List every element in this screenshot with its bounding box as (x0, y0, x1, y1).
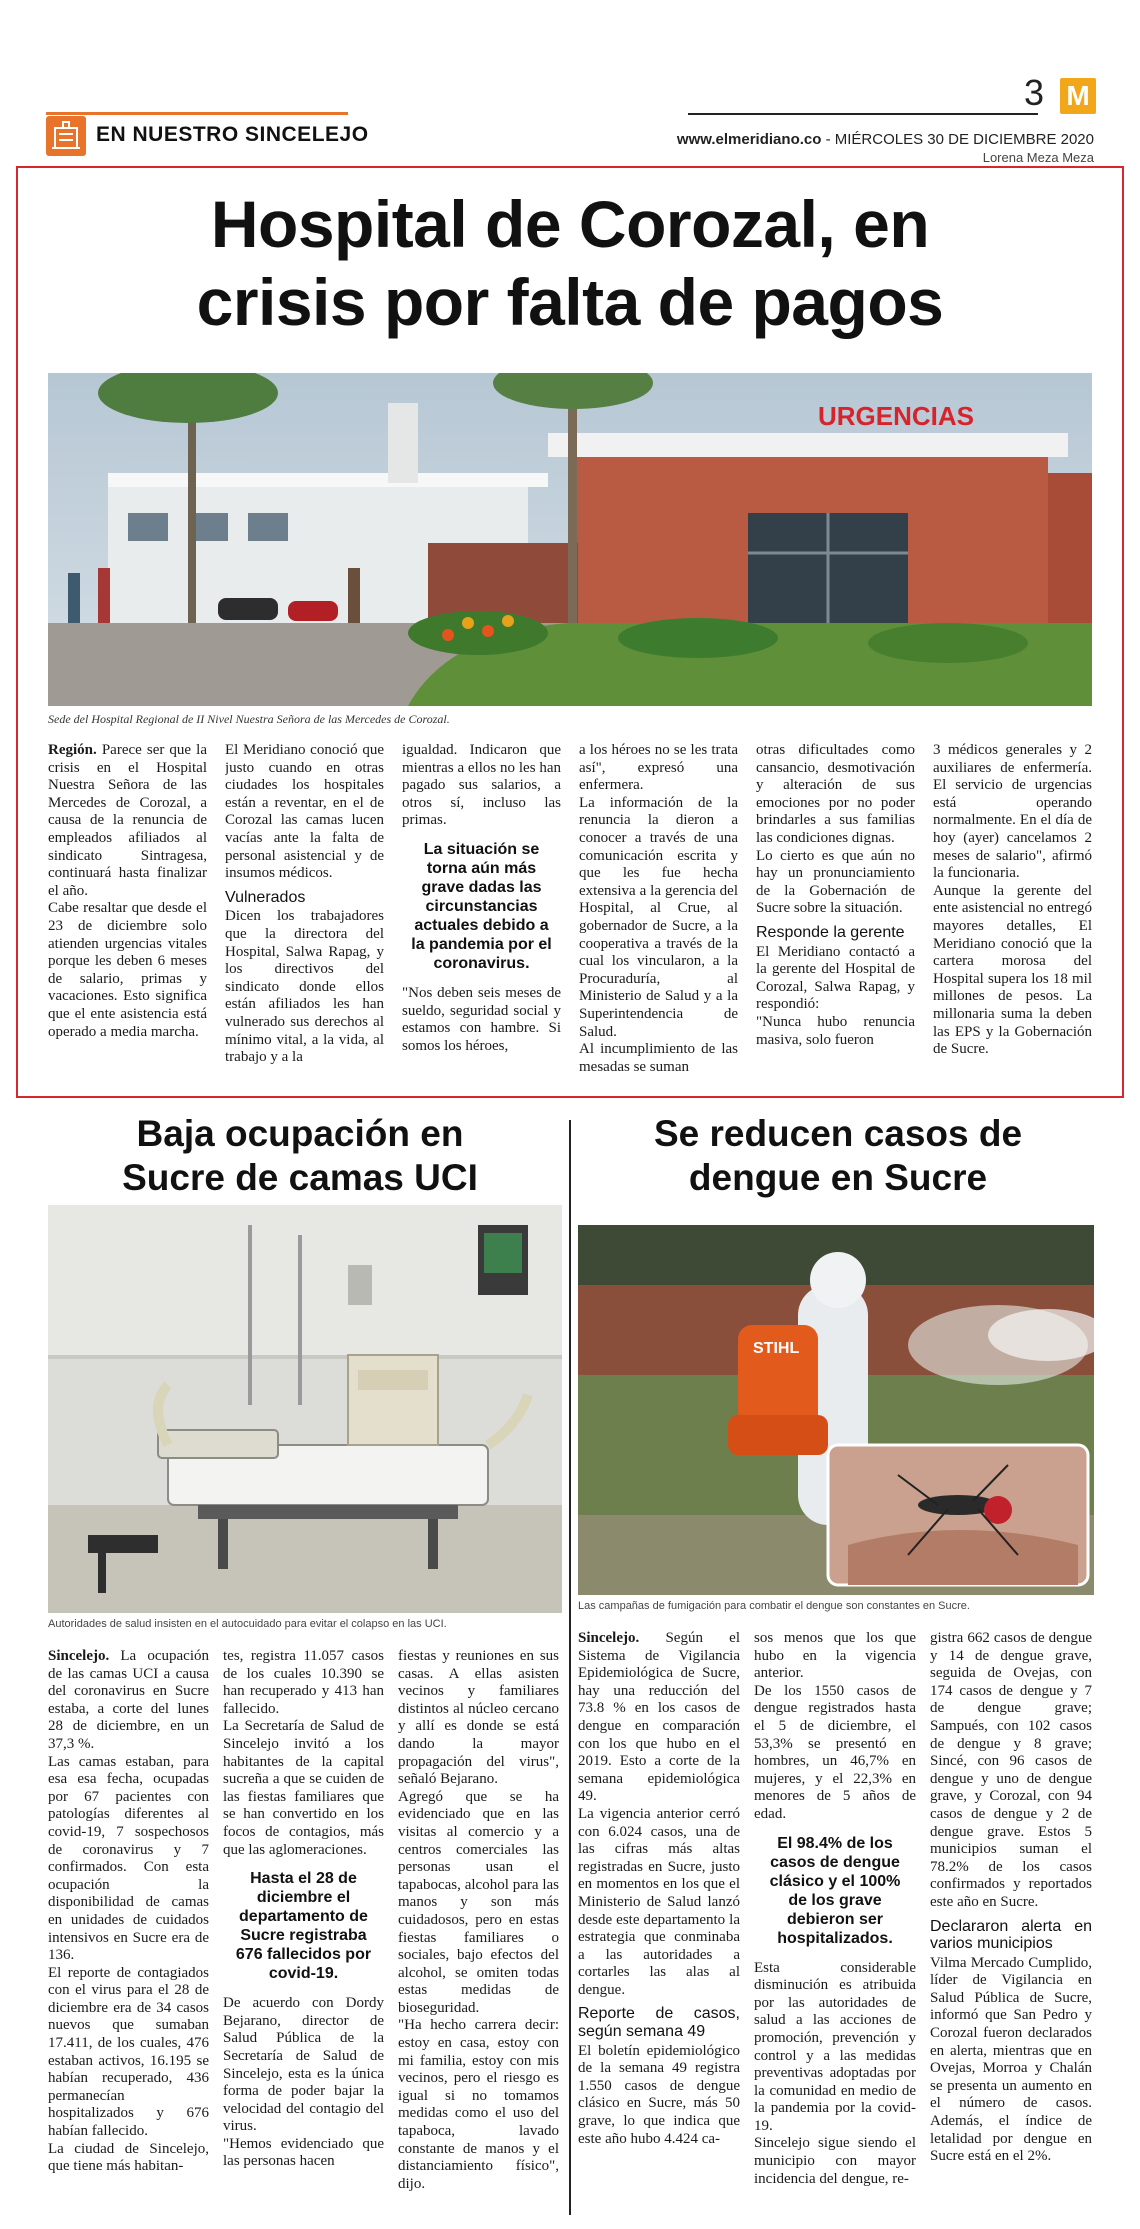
paragraph: "Hemos evidenciado que las personas hacen (223, 2135, 384, 2170)
uci-column-1 (48, 1648, 209, 2218)
paragraph: otras dificultades como cansancio, desmotivación y alteración de sus emociones por no poder brindarles a sus familias las condiciones dignas. (756, 742, 915, 846)
subhead: Responde la gerente (756, 923, 905, 941)
paragraph: La información de la renuncia la dieron a conocer a través de una comunicación escrita y que les fue hecha extensiva a la gerencia del Hospital, al Crue, al gobernador de Sucre, a la cooperativa a través de la cual los vincularon, a la Procuraduría, al Ministerio de Salud y a la Superintendencia de Salud. (579, 794, 738, 1040)
main-column-6 (933, 742, 1092, 1082)
dengue-headline-line-2: dengue en Sucre (688, 1157, 988, 1198)
dateline-lead: Sincelejo. (48, 1648, 110, 1664)
paragraph: El Meridiano contactó a la gerente del Hospital de Corozal, Salwa Rapag, y respondió: (756, 943, 915, 1013)
hospital-photo (48, 373, 1092, 706)
uci-story-body (48, 1648, 560, 2218)
pull-quote: La situación se torna aún más grave dadas las circunstancias actuales debido a la pandemia por el coronavirus. (411, 840, 552, 972)
paragraph: Al incumplimiento de las mesadas se suman (579, 1041, 738, 1075)
paragraph: Las camas estaban, para esa esa fecha, ocupadas por 67 pacientes con patologías diferentes al covid-19, 7 sospechosos de coronavirus y 7 confirmados. Con esta ocupación la disponibilidad de camas en unidades de cuidados intensivos en Sucre era de 136. (48, 1753, 209, 1964)
main-story-body (48, 742, 1092, 1082)
paragraph-text: La ocupación de las camas UCI a causa del coronavirus en Sucre estaba, a corte del lunes 28 de diciembre, en un 37,3 %. (48, 1648, 209, 1752)
pull-quote: Hasta el 28 de diciembre el departamento de Sucre registraba 676 fallecidos por covid-19. (235, 1870, 372, 1983)
subhead: Declararon alerta en varios municipios (930, 1917, 1092, 1953)
author-byline: Lorena Meza Meza (982, 150, 1094, 165)
main-column-5 (756, 742, 915, 1082)
urgencias-sign: URGENCIAS (818, 401, 975, 431)
uci-headline-line-2: Sucre de camas UCI (122, 1157, 478, 1198)
paragraph: Lo cierto es que aún no hay un pronunciamiento de la Gobernación de Sucre sobre la situación. (756, 847, 915, 917)
paragraph (48, 742, 207, 900)
subhead: Reporte de casos, según semana 49 (578, 2005, 740, 2041)
paragraph (48, 1648, 209, 1754)
newspaper-logo: M (1060, 78, 1096, 114)
column-divider (569, 1120, 571, 2215)
paragraph: Sincelejo sigue siendo el municipio con mayor incidencia del dengue, re- (754, 2135, 916, 2187)
site-url[interactable]: www.elmeridiano.co (676, 131, 822, 148)
icu-photo-caption: Autoridades de salud insisten en el autocuidado para evitar el colapso en las UCI. (48, 1618, 447, 1630)
paragraph: fiestas y reuniones en sus casas. A ellas asisten vecinos y familiares distintos al núcleo cercano y allí es donde se está dando la mayor propagación del virus", señaló Bejarano. (398, 1648, 559, 1788)
paragraph: Vilma Mercado Cumplido, líder de Vigilancia en Salud Pública de Sucre, informó que San Pedro y Corozal fueron declarados en alerta, mientras que en Ovejas, Morroa y Chalán se presenta un aumento en el número de casos. Además, el índice de letalidad por dengue en Sucre está en el 2%. (930, 1954, 1092, 2165)
header-rule (688, 113, 1038, 115)
pull-quote: El 98.4% de los casos de dengue clásico y el 100% de los grave debieron ser hospitalizados. (769, 1834, 901, 1947)
main-column-2 (225, 742, 384, 1082)
uci-headline (40, 1112, 560, 1200)
paragraph: El reporte de contagiados con el virus para el 28 de diciembre era de 34 casos nuevos que sumaban 17.411, de los cuales, 476 estaban activos, 16.195 se habían recuperado, 436 permanecían hospitalizados y 676 habían fallecido. (48, 1964, 209, 2140)
paragraph: "Nos deben seis meses de sueldo, seguridad social y estamos con hambre. Si somos los héroes, (402, 984, 561, 1054)
section-accent-bar (46, 112, 348, 115)
main-headline-line-1: Hospital de Corozal, en (210, 187, 930, 261)
paragraph: La Secretaría de Salud de Sincelejo invitó a los habitantes de la capital sucreña a que se cuiden de las fiestas familiares que se han convertido en los focos de contagios, más que las aglomeraciones. (223, 1718, 384, 1858)
page-number: 3 (1024, 72, 1045, 113)
paragraph: El boletín epidemiológico de la semana 49 registra 1.550 casos de dengue clásico en Sucre, más 50 grave, lo que indica que este año hubo 4.424 ca- (578, 2042, 740, 2147)
masthead (0, 0, 1140, 165)
paragraph: Cabe resaltar que desde el 23 de diciembre solo atienden urgencias vitales porque les deben 6 meses de salario, primas y vacaciones. Esto significa que el ente asistencia está operado a media marcha. (48, 900, 207, 1040)
paragraph: "Ha hecho carrera decir: estoy en casa, estoy con mi familia, estoy con mis vecinos, pero el riesgo es igual si no tomamos medidas como el uso del tapaboca, lavado constante de manos y el distanciamiento físico", dijo. (398, 2017, 559, 2192)
paragraph: "Nunca hubo renuncia masiva, solo fueron (756, 1013, 915, 1048)
dengue-column-1 (578, 1630, 740, 2220)
main-headline (40, 185, 1100, 341)
paragraph: De los 1550 casos de dengue registrados hasta el 5 de diciembre, el 53,3% se presentó en hombres, un 46,7% en mujeres, y el 22,3% en menores de 5 años de edad. (754, 1682, 916, 1822)
dengue-headline-line-1: Se reducen casos de (653, 1113, 1023, 1154)
issue-date: - MIÉRCOLES 30 DE DICIEMBRE 2020 (821, 131, 1094, 148)
dateline-lead: Sincelejo. (578, 1630, 640, 1646)
paragraph: igualdad. Indicaron que mientras a ellos no les han pagado sus salarios, a otros sí, incluso las primas. (402, 742, 561, 829)
paragraph-text: Según el Sistema de Vigilancia Epidemiológica de Sucre, hay una reducción del 73.8 % en los casos de dengue en comparación con los que hubo en el 2019. Esto a corte de la semana epidemiológica 49. (578, 1630, 740, 1805)
paragraph: a los héroes no se les trata así", expresó una enfermera. (579, 742, 738, 794)
paragraph: La ciudad de Sincelejo, que tiene más habitan- (48, 2140, 209, 2175)
paragraph (578, 1630, 740, 1806)
paragraph: sos menos que los que hubo en la vigencia anterior. (754, 1630, 916, 1682)
icu-bed-photo (48, 1205, 562, 1613)
dengue-column-2 (754, 1630, 916, 2220)
fumigation-photo (578, 1225, 1094, 1595)
paragraph: Agregó que se ha evidenciado que en las visitas al comercio y a centros comerciales las personas usan el tapabocas, alcohol para las manos y son más cuidadosos, pero en estas fiestas familiares o sociales, bajo efectos del alcohol, se omiten todas estas medidas de bioseguridad. (398, 1788, 559, 2016)
dengue-column-3 (930, 1630, 1092, 2220)
hospital-photo-caption: Sede del Hospital Regional de II Nivel Nuestra Señora de las Mercedes de Corozal. (48, 712, 450, 726)
main-column-4 (579, 742, 738, 1082)
main-column-3 (402, 742, 561, 1082)
paragraph: Aunque la gerente del ente asistencial no entregó mayores detalles, El Meridiano conoció que la cartera morosa del Hospital supera los 18 mil millones de pesos. La millonaria suma la deben las EPS y la Gobernación de Sucre. (933, 882, 1092, 1058)
paragraph-text: Parece ser que la crisis en el Hospital Nuestra Señora de las Mercedes de Corozal, a causa de la renuncia de empleados afiliados al sindicato Sintragesa, continuará hasta finalizar el año. (48, 742, 207, 899)
paragraph: Esta considerable disminución es atribuida por las autoridades de salud a las acciones de promoción, prevención y control y a las medidas preventivas adoptadas por la comunidad en medio de la pandemia por la covid-19. (754, 1959, 916, 2134)
sprayer-brand: STIHL (753, 1340, 800, 1357)
paragraph: De acuerdo con Dordy Bejarano, director de Salud Pública de la Secretaría de Salud de Sincelejo, esta es la única forma de poder bajar la velocidad del contagio del virus. (223, 1995, 384, 2135)
uci-column-3 (398, 1648, 559, 2218)
paragraph: 3 médicos generales y 2 auxiliares de enfermería. El servicio de urgencias está operando normalmente. En el día de hoy (ayer) cancelamos 2 meses de salario", afirmó la funcionaria. (933, 742, 1092, 882)
dateline (677, 131, 1094, 148)
main-column-1 (48, 742, 207, 1082)
building-icon (46, 116, 86, 156)
uci-column-2 (223, 1648, 384, 2218)
uci-headline-line-1: Baja ocupación en (136, 1113, 464, 1154)
paragraph: tes, registra 11.057 casos de los cuales 10.390 se han recuperado y 413 han fallecido. (223, 1648, 384, 1717)
paragraph: gistra 662 casos de dengue y 14 de dengue grave, seguida de Ovejas, con 174 casos de dengue y 7 de dengue grave; Sampués, con 102 casos de dengue y 8 grave; Sincé, con 96 casos de dengue y uno de dengue grave, y Corozal, con 94 casos de dengue y 2 de dengue grave. Estos 5 municipios suman el 78.2% de los casos confirmados y reportados este año en Sucre. (930, 1630, 1092, 1910)
dengue-headline (578, 1112, 1098, 1200)
paragraph: El Meridiano conoció que justo cuando en otras ciudades los hospitales están a reventar, en el de Corozal las camas lucen vacías ante la falta de personal asistencial y de insumos médicos. (225, 742, 384, 882)
paragraph: Dicen los trabajadores que la directora del Hospital, Salwa Rapag, y los directivos del sindicato donde ellos están afiliados les han vulnerado sus derechos al mínimo vital, a la vida, al trabajo y a la (225, 908, 384, 1066)
dateline-lead: Región. (48, 742, 97, 758)
fumigation-photo-caption: Las campañas de fumigación para combatir el dengue son constantes en Sucre. (578, 1600, 970, 1612)
subhead: Vulnerados (225, 888, 306, 906)
main-headline-line-2: crisis por falta de pagos (196, 265, 944, 339)
dengue-story-body (578, 1630, 1094, 2220)
paragraph: La vigencia anterior cerró con 6.024 casos, una de las cifras más altas registradas en Sucre, justo en momentos en los que el Ministerio de Salud lanzó desde este departamento la estrategia que conminaba a las autoridades a cortarles las alas al dengue. (578, 1805, 740, 1998)
section-title: EN NUESTRO SINCELEJO (96, 123, 369, 146)
